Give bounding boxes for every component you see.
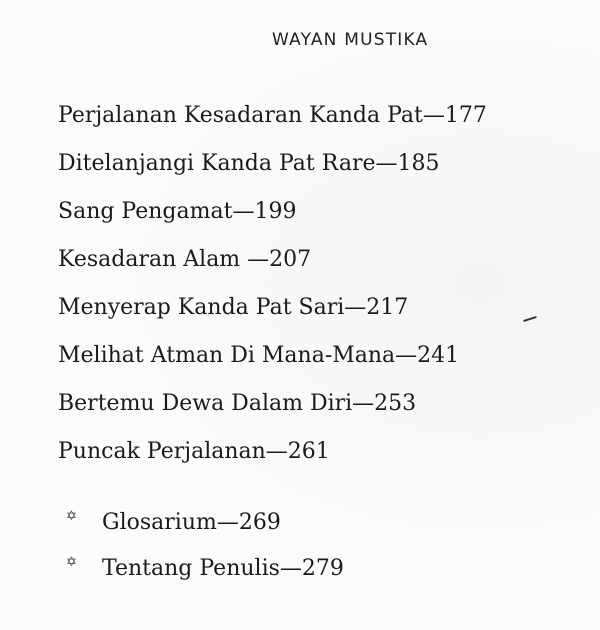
- toc-entry: Perjalanan Kesadaran Kanda Pat—177: [58, 103, 487, 128]
- toc-entry: Menyerap Kanda Pat Sari—217: [58, 295, 409, 320]
- toc-entry: Melihat Atman Di Mana-Mana—241: [58, 343, 460, 368]
- table-of-contents: [58, 92, 578, 476]
- toc-entry: Sang Pengamat—199: [58, 199, 297, 224]
- appendix-entry-glosarium: [66, 500, 566, 546]
- toc-entry: Kesadaran Alam —207: [58, 247, 312, 272]
- running-head: WAYAN MUSTIKA: [272, 30, 429, 50]
- appendix-entry-tentang-penulis: [66, 546, 566, 592]
- appendix-label: Tentang Penulis—279: [102, 556, 344, 581]
- toc-entry: Ditelanjangi Kanda Pat Rare—185: [58, 151, 440, 176]
- star-icon: ✡: [66, 509, 77, 524]
- appendix-list: [66, 500, 566, 592]
- toc-entry: Puncak Perjalanan—261: [58, 439, 330, 464]
- star-icon: ✡: [66, 555, 77, 570]
- toc-entry: Bertemu Dewa Dalam Diri—253: [58, 391, 417, 416]
- appendix-label: Glosarium—269: [102, 510, 281, 535]
